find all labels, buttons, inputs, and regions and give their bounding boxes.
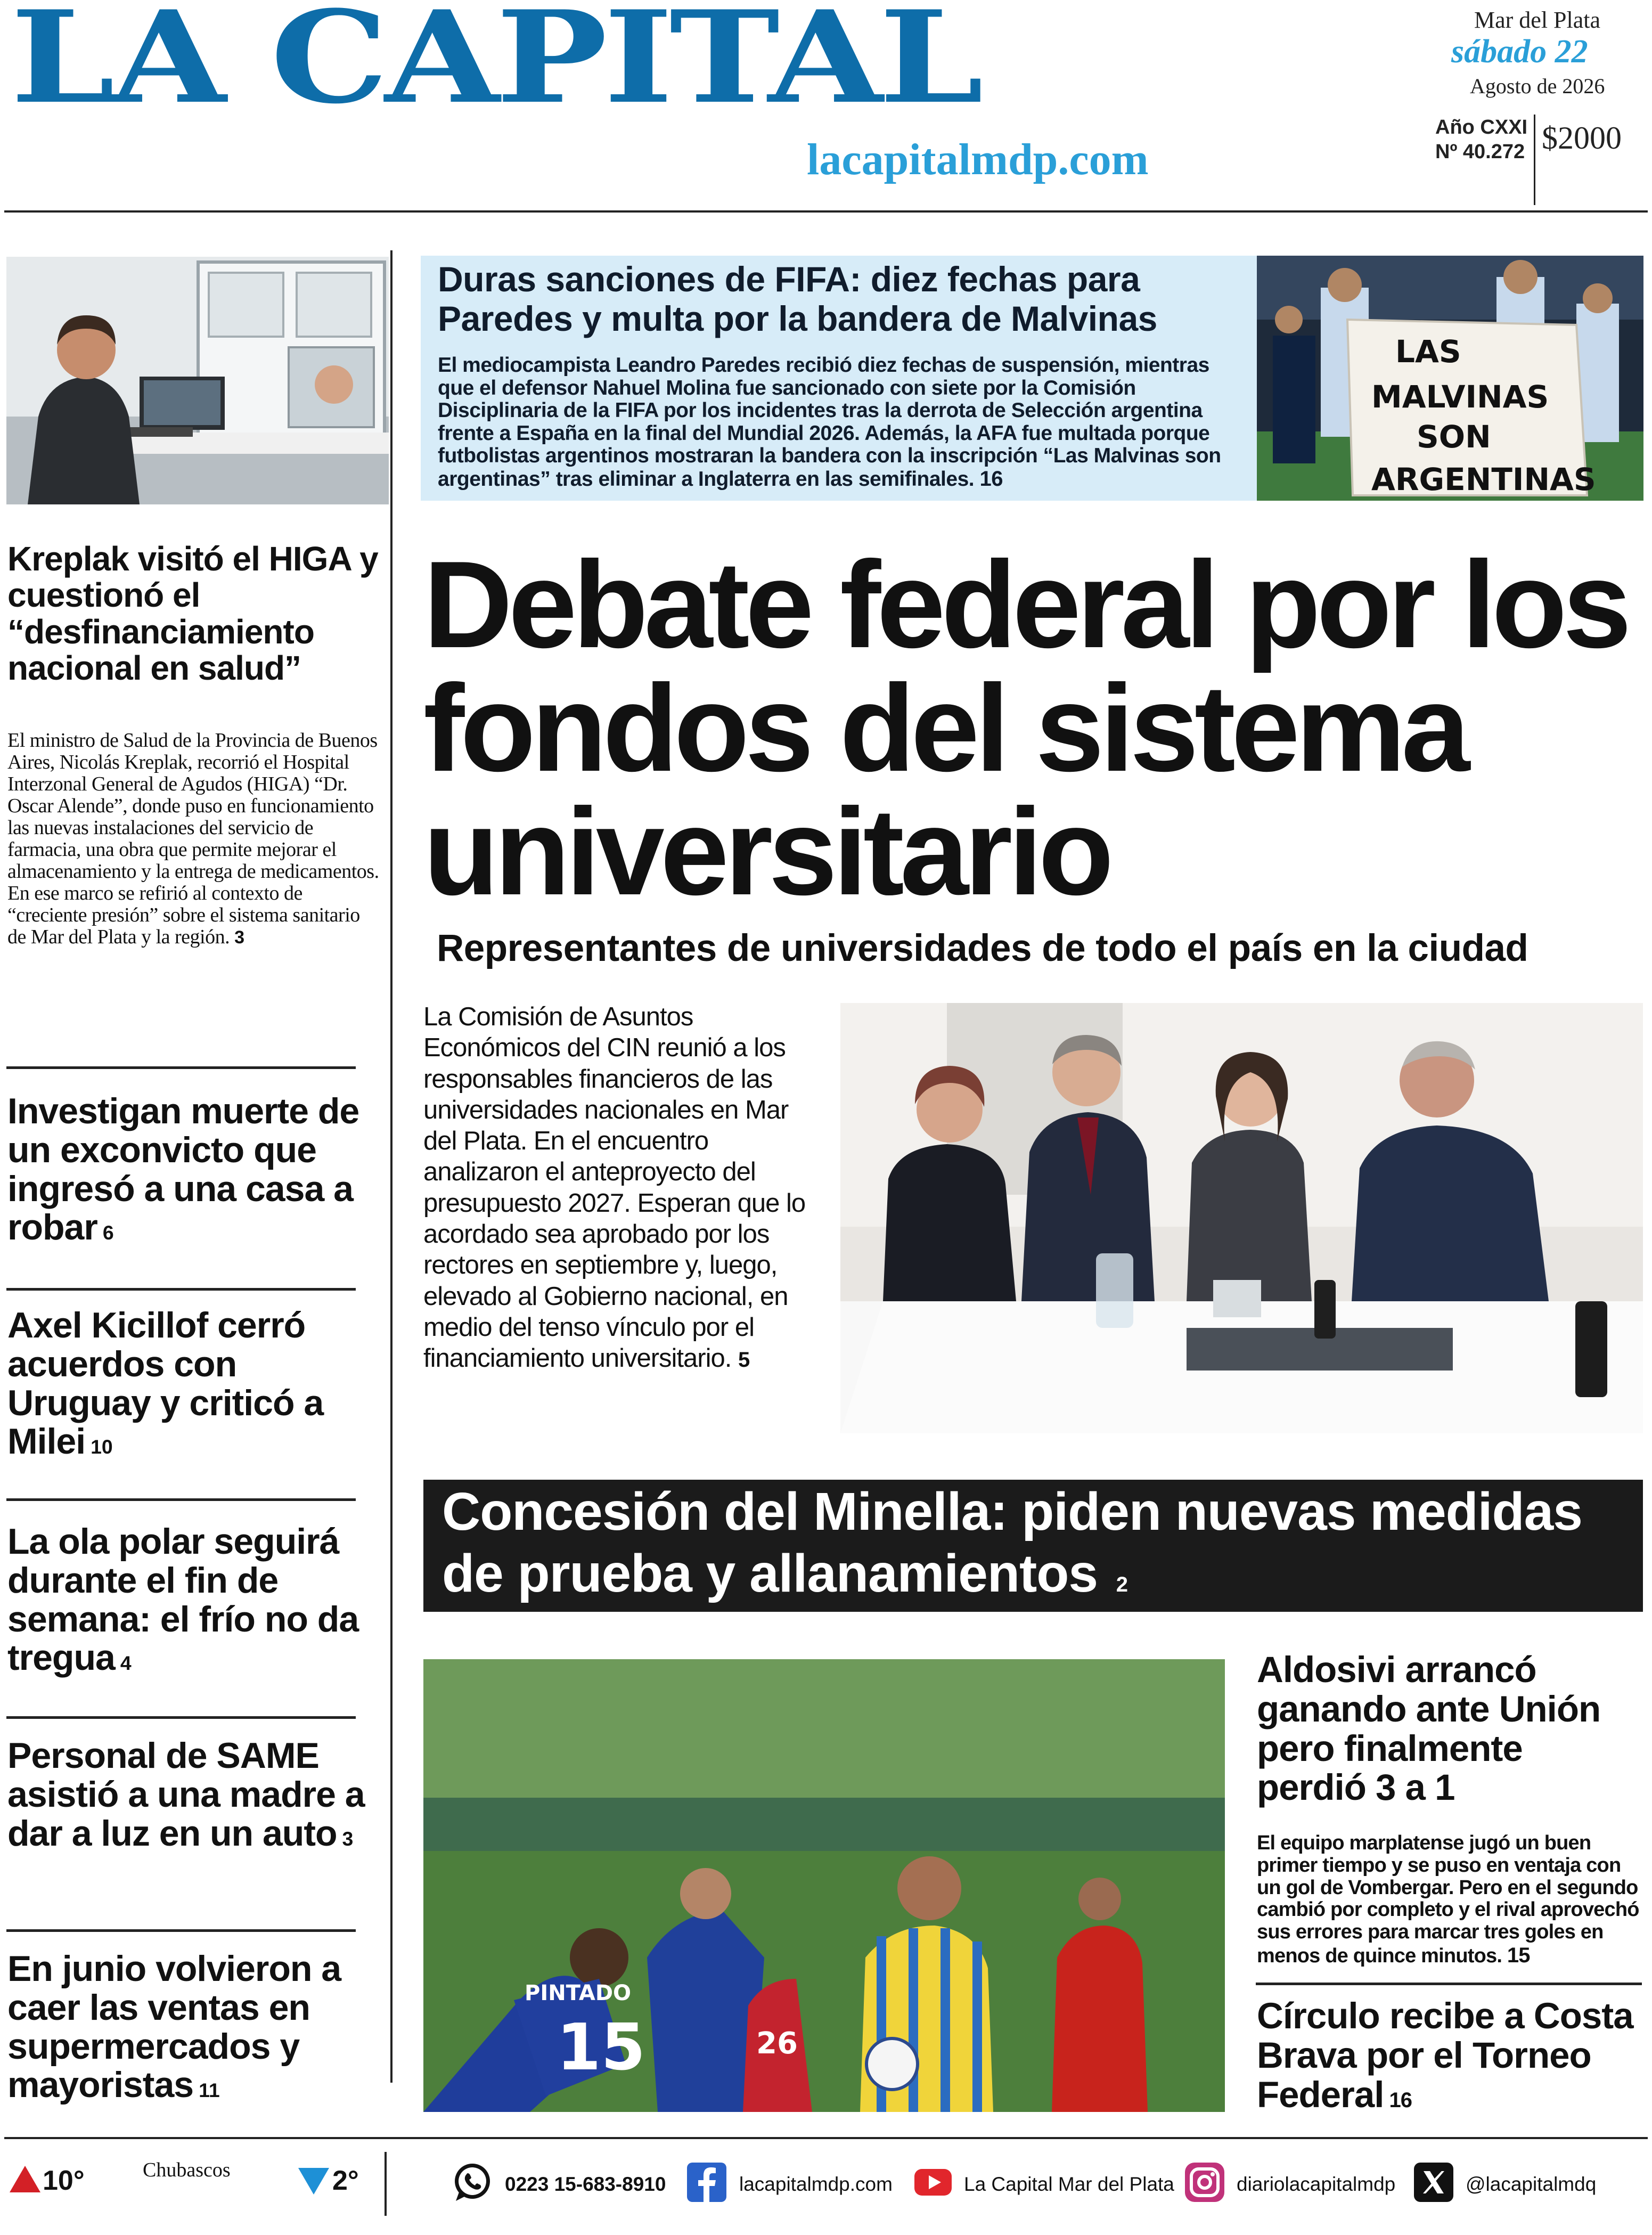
edition-date: Agosto de 2026 bbox=[1470, 74, 1605, 98]
youtube-icon[interactable] bbox=[913, 2163, 953, 2202]
website-url[interactable]: lacapitalmdp.com bbox=[807, 135, 1149, 184]
x-handle[interactable]: @lacapitalmdq bbox=[1466, 2173, 1597, 2195]
minella-headline-text: Concesión del Minella: piden nuevas medidas de prueba y allanamientos bbox=[442, 1482, 1582, 1603]
university-photo[interactable] bbox=[840, 1003, 1643, 1433]
fifa-body-text: El mediocampista Leandro Paredes recibió diez fechas de suspensión, mientras que el defensor Nahuel Molina fue sancionado con siete por la Comisión Disciplinaria de la FIFA por los incidentes tras la derrota de Selección argentina frente a España en la final del Mundial 2026. Además, la AFA fue multada porque futbolistas argentinos mostraran la bandera con la inscripción “Las Malvinas son argentinas” tras eliminar a Inglaterra en las semifinales. bbox=[438, 354, 1221, 491]
edition-year: Año CXXI bbox=[1435, 116, 1528, 138]
edition-city: Mar del Plata bbox=[1474, 7, 1601, 33]
facebook-handle[interactable]: lacapitalmdp.com bbox=[739, 2173, 893, 2195]
youtube-channel[interactable]: La Capital Mar del Plata bbox=[964, 2173, 1174, 2195]
footer-divider bbox=[385, 2152, 387, 2216]
main-headline[interactable]: Debate federal por los fondos del sistema universitario bbox=[423, 536, 1628, 921]
footer-rule bbox=[4, 2137, 1648, 2139]
aldosivi-body-text: El equipo marplatense jugó un buen primer tiempo y se puso en ventaja con un gol de Vombergar. Pero en el segundo cambió por completo y el rival aprovechó sus errores para marcar tres goles en menos de quince minutos. bbox=[1257, 1832, 1639, 1967]
sports-divider bbox=[1256, 1983, 1642, 1985]
main-body-text: La Comisión de Asuntos Económicos del CIN reunió a los responsables financieros de las universidades nacionales en Mar del Plata. En el encuentro analizaron el anteproyecto del presupuesto 2027. Esperan que lo acordado sea aprobado por los rectores en septiembre y, luego, elevado al Gobierno nacional, en medio del tenso vínculo por el financiamiento universitario. bbox=[423, 1002, 806, 1373]
masthead-rule bbox=[4, 210, 1648, 213]
instagram-icon[interactable] bbox=[1185, 2163, 1224, 2202]
brief-item[interactable] bbox=[7, 1306, 375, 1461]
brief-divider bbox=[6, 1288, 356, 1291]
fifa-body bbox=[438, 354, 1247, 491]
fifa-photo-illustration bbox=[1257, 256, 1643, 501]
circulo-headline[interactable] bbox=[1257, 1996, 1640, 2114]
brief-divider bbox=[6, 1716, 356, 1719]
minella-headline[interactable] bbox=[442, 1481, 1635, 1604]
brief-headline: Investigan muerte de un exconvicto que ingresó a una casa a robar bbox=[7, 1091, 359, 1248]
forecast-text: Chubascos bbox=[143, 2159, 231, 2181]
main-body bbox=[423, 1001, 823, 1374]
brief-page-number: 10 bbox=[91, 1435, 113, 1458]
brief-divider bbox=[6, 1066, 356, 1069]
x-icon[interactable] bbox=[1414, 2163, 1453, 2202]
aldosivi-headline[interactable]: Aldosivi arrancó ganando ante Unión pero finalmente perdió 3 a 1 bbox=[1257, 1649, 1601, 1808]
minella-page-number: 2 bbox=[1116, 1573, 1128, 1596]
jersey-name: PINTADO bbox=[525, 1981, 632, 2005]
brief-headline: Axel Kicillof cerró acuerdos con Uruguay y criticó a Milei bbox=[7, 1305, 324, 1462]
brief-item[interactable] bbox=[7, 1736, 375, 1853]
edition-weekday: sábado 22 bbox=[1451, 34, 1588, 70]
aldosivi-body bbox=[1257, 1832, 1640, 1968]
main-subhead: Representantes de universidades de todo el país en la ciudad bbox=[437, 927, 1528, 969]
jersey-number-b: 26 bbox=[756, 2026, 798, 2061]
whatsapp-icon[interactable] bbox=[453, 2163, 492, 2202]
university-photo-illustration bbox=[840, 1003, 1643, 1433]
instagram-handle[interactable]: diariolacapitalmdp bbox=[1237, 2173, 1396, 2195]
jersey-number: 15 bbox=[557, 2011, 645, 2085]
brief-page-number: 11 bbox=[199, 2079, 220, 2102]
lead-body-text: El ministro de Salud de la Provincia de Buenos Aires, Nicolás Kreplak, recorrió el Hospital Interzonal General de Agudos (HIGA) “Dr. Oscar Alende”, donde puso en funcionamiento las nuevas instalaciones del servicio de farmacia, una obra que permite mejorar el almacenamiento y la entrega de medicamentos. En ese marco se refirió al contexto de “creciente presión” sobre el sistema sanitario de Mar del Plata y la región. bbox=[7, 729, 379, 949]
brief-divider bbox=[6, 1929, 356, 1932]
fifa-photo[interactable] bbox=[1257, 256, 1643, 501]
cover-price: $2000 bbox=[1542, 120, 1622, 156]
health-photo-illustration bbox=[6, 257, 389, 504]
brief-headline: La ola polar seguirá durante el fin de semana: el frío no da tregua bbox=[7, 1521, 359, 1678]
brief-divider bbox=[6, 1498, 356, 1501]
football-photo-illustration bbox=[423, 1659, 1225, 2112]
fifa-page-number: 16 bbox=[979, 467, 1003, 491]
football-photo[interactable] bbox=[423, 1659, 1225, 2112]
health-photo[interactable] bbox=[6, 257, 389, 504]
circulo-headline-text: Círculo recibe a Costa Brava por el Torneo Federal bbox=[1257, 1995, 1633, 2115]
main-page-number: 5 bbox=[738, 1348, 750, 1372]
temp-max: 10° bbox=[43, 2165, 85, 2196]
brief-page-number: 6 bbox=[102, 1221, 114, 1244]
lead-headline[interactable]: Kreplak visitó el HIGA y cuestionó el “desfinanciamiento nacional en salud” bbox=[7, 540, 378, 688]
brief-page-number: 4 bbox=[120, 1652, 132, 1675]
brief-headline: Personal de SAME asistió a una madre a dar a luz en un auto bbox=[7, 1735, 365, 1854]
whatsapp-number[interactable]: 0223 15-683-8910 bbox=[505, 2173, 666, 2195]
brief-headline: En junio volvieron a caer las ventas en supermercados y mayoristas bbox=[7, 1948, 341, 2106]
fifa-headline[interactable]: Duras sanciones de FIFA: diez fechas para Paredes y multa por la bandera de Malvinas bbox=[438, 259, 1157, 338]
aldosivi-page-number: 15 bbox=[1507, 1943, 1530, 1967]
column-divider bbox=[390, 250, 392, 2083]
facebook-icon[interactable] bbox=[687, 2163, 726, 2202]
temp-up-icon bbox=[10, 2166, 40, 2192]
temp-min: 2° bbox=[332, 2165, 359, 2196]
brief-item[interactable] bbox=[7, 1522, 375, 1677]
price-divider bbox=[1534, 115, 1535, 205]
lead-page-number: 3 bbox=[234, 927, 244, 948]
edition-number: Nº 40.272 bbox=[1435, 141, 1525, 163]
brief-page-number: 3 bbox=[342, 1827, 354, 1850]
brief-item[interactable] bbox=[7, 1092, 375, 1247]
banner-word: LAS bbox=[1395, 333, 1461, 370]
newspaper-logo: LA CAPITAL bbox=[11, 0, 980, 132]
brief-item[interactable] bbox=[7, 1949, 375, 2105]
banner-word: SON bbox=[1417, 419, 1491, 455]
lead-body bbox=[7, 730, 380, 948]
banner-word: MALVINAS bbox=[1371, 379, 1549, 415]
circulo-page-number: 16 bbox=[1389, 2088, 1412, 2112]
temp-down-icon bbox=[298, 2168, 329, 2195]
banner-word: ARGENTINAS bbox=[1371, 461, 1596, 497]
